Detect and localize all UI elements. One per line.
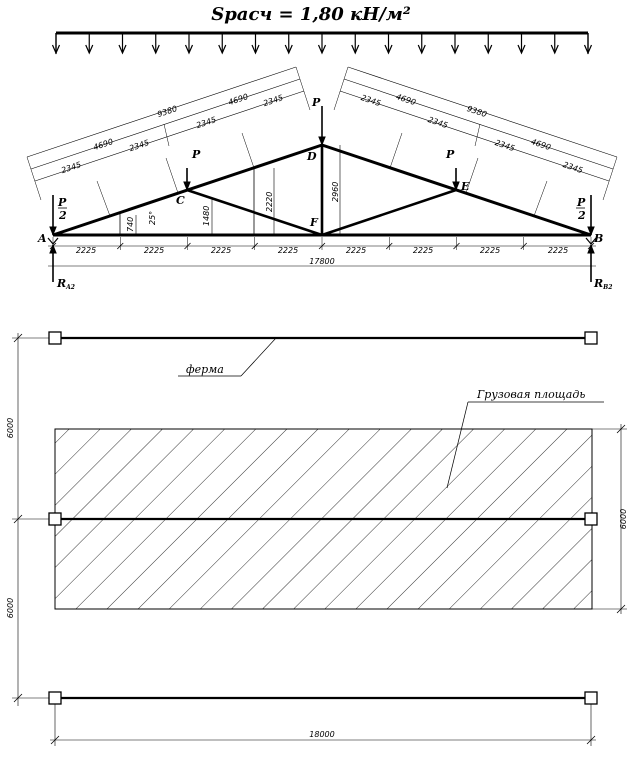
top-dim-right-3: 2345 — [493, 138, 516, 154]
half-load-left — [57, 196, 67, 222]
load-p-d: P — [312, 96, 321, 109]
panel-dim-3: 2225 — [210, 246, 232, 255]
node-c-label: C — [176, 194, 185, 207]
top-dim-left-3: 2345 — [195, 115, 218, 131]
column — [585, 513, 597, 525]
top-dim-right-2: 2345 — [426, 115, 449, 131]
top-dim-right-half-1: 4690 — [394, 92, 417, 108]
svg-text:2: 2 — [578, 209, 586, 222]
svg-text:P: P — [577, 196, 586, 209]
panel-dim-7: 2225 — [479, 246, 501, 255]
svg-text:2: 2 — [59, 209, 67, 222]
top-dim-right-half-2: 4690 — [529, 137, 552, 153]
top-dim-right-full: 9380 — [465, 104, 488, 120]
tributary-area-label: Грузовая площадь — [477, 388, 586, 401]
top-dimensions-right — [334, 67, 617, 200]
node-a-label: A — [38, 232, 47, 245]
height-1480: 1480 — [202, 205, 211, 226]
distributed-load — [53, 33, 592, 54]
top-dim-left-4: 2345 — [262, 93, 285, 109]
column — [49, 332, 61, 344]
node-e-label: E — [461, 180, 470, 193]
column — [585, 692, 597, 704]
node-f-label: F — [310, 216, 318, 229]
panel-dim-6: 2225 — [412, 246, 434, 255]
top-dim-right-4: 2345 — [561, 160, 584, 176]
span-dim: 17800 — [309, 257, 335, 266]
height-2960: 2960 — [331, 181, 340, 202]
panel-dim-4: 2225 — [277, 246, 299, 255]
svg-text:P: P — [58, 196, 67, 209]
column — [585, 332, 597, 344]
node-d-label: D — [307, 150, 317, 163]
top-dim-right-1: 2345 — [359, 93, 382, 109]
top-dim-left-full: 9380 — [156, 104, 179, 120]
top-dim-left-half-2: 4690 — [227, 92, 250, 108]
height-740: 740 — [126, 216, 135, 232]
plan-dim-left-top: 6000 — [6, 417, 15, 439]
plan-dim-left-bottom: 6000 — [6, 597, 15, 619]
load-title: Sрасч = 1,80 кН/м² — [211, 4, 411, 25]
height-2220: 2220 — [265, 191, 274, 212]
column — [49, 692, 61, 704]
top-dim-left-2: 2345 — [128, 138, 151, 154]
node-b-label: B — [594, 232, 604, 245]
top-dimensions-left — [27, 67, 310, 200]
panel-dim-8: 2225 — [547, 246, 569, 255]
reaction-left-label: RA2 — [57, 277, 75, 291]
top-dim-left-1: 2345 — [60, 160, 83, 176]
roof-angle: 25° — [148, 210, 157, 225]
column — [49, 513, 61, 525]
half-load-right — [576, 196, 586, 222]
panel-dim-2: 2225 — [143, 246, 165, 255]
truss-label: ферма — [186, 363, 224, 376]
panel-dim-5: 2225 — [345, 246, 367, 255]
load-p-e: P — [446, 148, 455, 161]
reaction-right-label: RB2 — [594, 277, 613, 291]
load-p-c: P — [192, 148, 201, 161]
plan-dim-bottom: 18000 — [309, 730, 335, 739]
top-dim-left-half-1: 4690 — [92, 137, 115, 153]
web-fe — [322, 190, 456, 235]
panel-dim-1: 2225 — [75, 246, 97, 255]
plan-dim-right: 6000 — [619, 508, 628, 530]
